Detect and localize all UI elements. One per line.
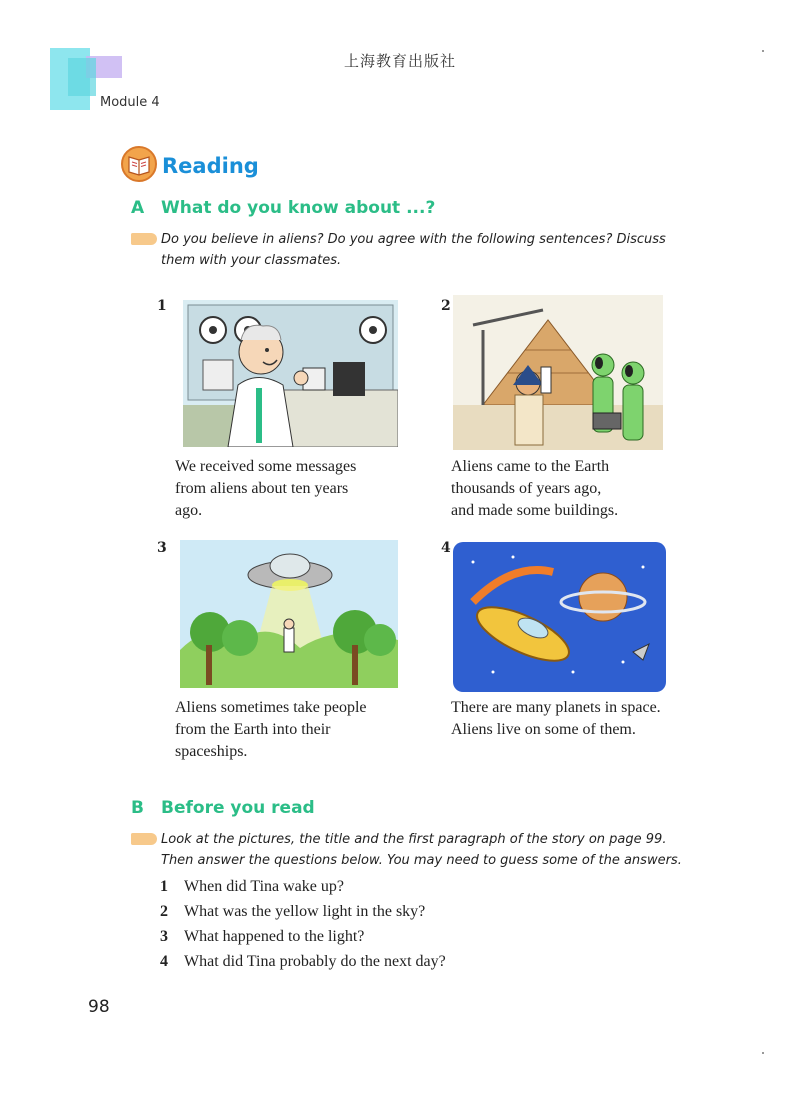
question-number: 3 (160, 928, 168, 945)
scientist-illustration (183, 300, 398, 447)
picture-number: 3 (157, 540, 167, 556)
picture-caption (175, 697, 435, 763)
caption-line: Aliens came to the Earth (451, 458, 610, 475)
page-number: 98 (88, 997, 110, 1017)
section-a-letter: A (131, 198, 145, 218)
question-number: 2 (160, 903, 168, 920)
caption-line: We received some messages (175, 458, 357, 475)
question-item (160, 953, 446, 971)
module-label: Module 4 (100, 95, 160, 110)
picture-caption (451, 456, 711, 522)
question-item (160, 903, 425, 921)
section-b-title: Before you read (161, 798, 315, 818)
caption-line: thousands of years ago, (451, 480, 602, 497)
caption-line: spaceships. (175, 743, 248, 760)
picture-number: 1 (157, 298, 167, 314)
question-number: 4 (160, 953, 168, 970)
caption-line: and made some buildings. (451, 502, 619, 519)
caption-line: There are many planets in space. (451, 699, 661, 716)
question-text: When did Tina wake up? (184, 878, 344, 895)
corner-mark (762, 50, 764, 52)
picture-caption (175, 456, 435, 522)
reading-heading (120, 146, 259, 186)
ufo-abduction-illustration (180, 540, 398, 688)
picture-caption (451, 697, 721, 741)
caption-line: ago. (175, 502, 203, 519)
section-a-title: What do you know about ...? (161, 198, 436, 218)
question-text: What did Tina probably do the next day? (184, 953, 446, 970)
section-b-letter: B (131, 798, 144, 818)
instruction-marker (131, 833, 157, 845)
caption-line: from aliens about ten years (175, 480, 349, 497)
question-item (160, 878, 344, 896)
section-b-instruction: Look at the pictures, the title and the first paragraph of the story on page 99. Then answer the questions below. You may need to guess some of the answers. (161, 832, 682, 868)
caption-line: Aliens live on some of them. (451, 721, 636, 738)
section-a-heading (131, 198, 435, 218)
picture-number: 4 (441, 540, 451, 556)
question-text: What was the yellow light in the sky? (184, 903, 426, 920)
picture-number: 2 (441, 298, 451, 314)
reading-title: Reading (162, 154, 259, 178)
question-item (160, 928, 364, 946)
question-number: 1 (160, 878, 168, 895)
caption-line: from the Earth into their (175, 721, 331, 738)
pyramid-aliens-illustration (453, 295, 663, 450)
section-b-heading (131, 798, 315, 818)
caption-line: Aliens sometimes take people (175, 699, 367, 716)
book-icon (120, 145, 158, 187)
section-a-instruction: Do you believe in aliens? Do you agree with the following sentences? Discuss them with your classmates. (161, 232, 666, 268)
question-text: What happened to the light? (184, 928, 365, 945)
corner-mark (762, 1052, 764, 1054)
planets-space-illustration (453, 542, 666, 692)
publisher-name: 上海教育出版社 (343, 52, 456, 70)
instruction-marker (131, 233, 157, 245)
